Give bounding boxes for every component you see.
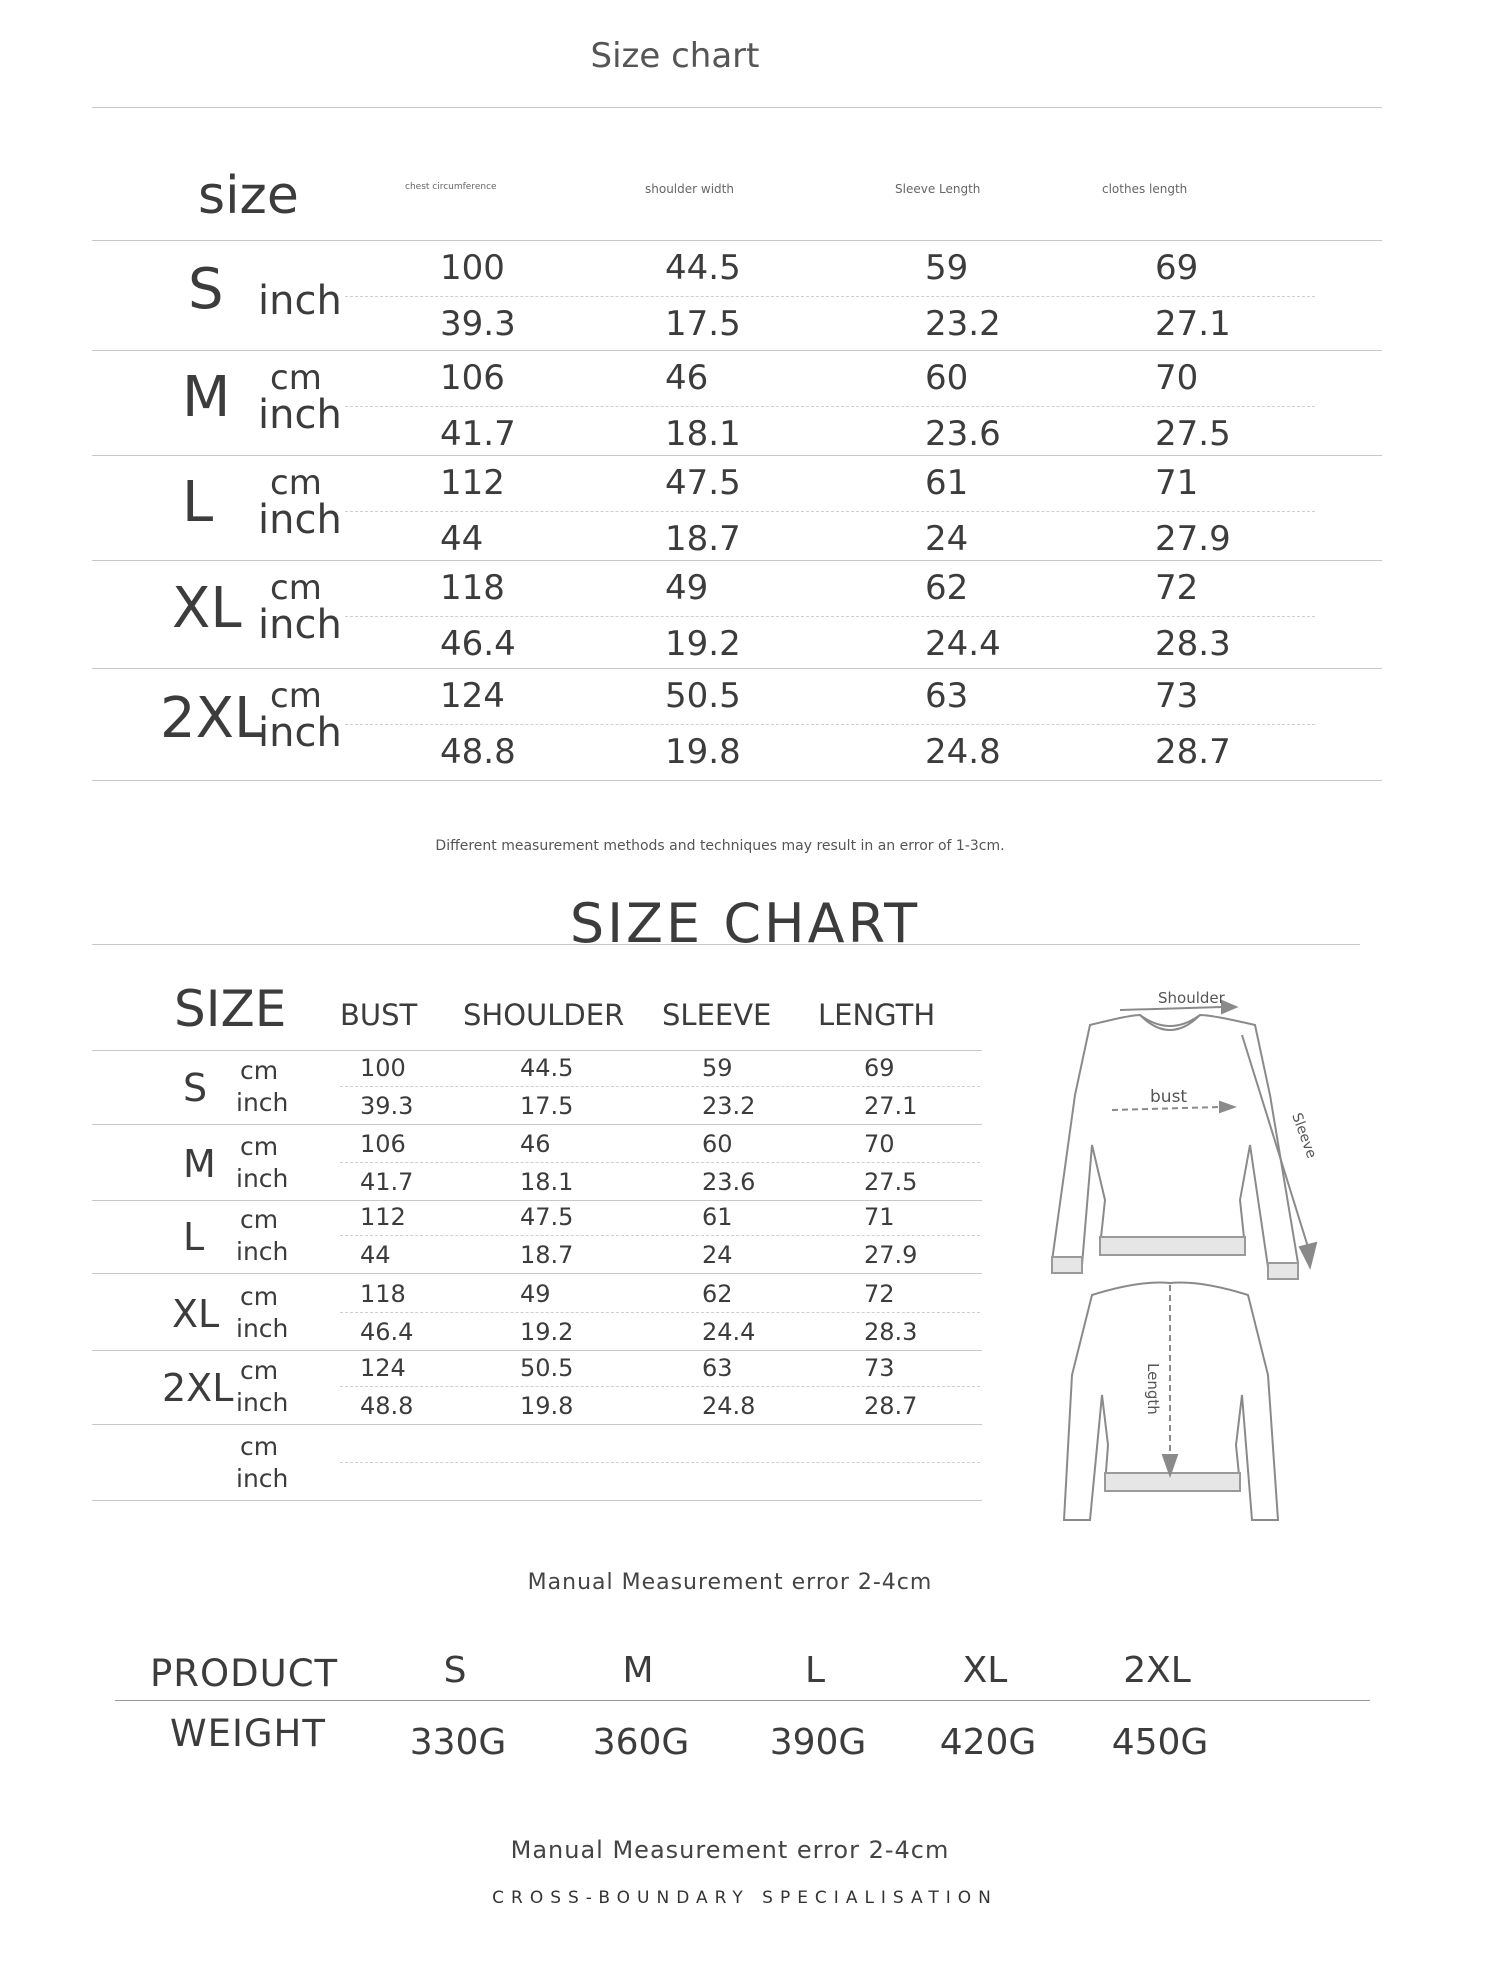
row-divider bbox=[92, 1350, 982, 1351]
unit-inch: inch bbox=[236, 1164, 289, 1193]
cell-cm: 50.5 bbox=[520, 1354, 574, 1382]
cell-cm: 62 bbox=[925, 568, 969, 608]
cell-cm: 73 bbox=[1155, 676, 1199, 716]
cell-inch: 41.7 bbox=[360, 1168, 414, 1196]
divider bbox=[92, 944, 1360, 945]
size-label: 2XL bbox=[162, 1366, 234, 1410]
column-header-sleeve: SLEEVE bbox=[662, 998, 772, 1032]
cell-inch: 19.8 bbox=[520, 1392, 574, 1420]
unit-cm: cm bbox=[270, 463, 322, 503]
measurement-note-3: Manual Measurement error 2-4cm bbox=[510, 1836, 950, 1864]
cell-inch: 44 bbox=[440, 519, 484, 559]
row-divider bbox=[92, 240, 1382, 241]
size-header-2: SIZE bbox=[174, 980, 287, 1038]
cell-cm: 124 bbox=[440, 676, 505, 716]
row-divider bbox=[92, 560, 1382, 561]
product-size: M bbox=[622, 1650, 654, 1691]
cell-cm: 106 bbox=[360, 1130, 406, 1158]
unit-inch: inch bbox=[236, 1388, 289, 1417]
column-header-length: LENGTH bbox=[818, 998, 936, 1032]
unit-cm: cm bbox=[270, 358, 322, 398]
cell-cm: 124 bbox=[360, 1354, 406, 1382]
product-size: L bbox=[804, 1650, 826, 1691]
cell-cm: 118 bbox=[440, 568, 505, 608]
cell-cm: 118 bbox=[360, 1280, 406, 1308]
cell-inch: 28.3 bbox=[1155, 624, 1231, 664]
cell-inch: 18.1 bbox=[665, 414, 741, 454]
size-label: M bbox=[182, 364, 231, 430]
cell-inch: 23.6 bbox=[925, 414, 1001, 454]
cell-cm: 44.5 bbox=[520, 1054, 574, 1082]
unit-cm: cm bbox=[240, 1132, 279, 1161]
cell-inch: 24.4 bbox=[925, 624, 1001, 664]
weight-label: WEIGHT bbox=[170, 1712, 326, 1755]
divider bbox=[115, 1700, 1370, 1701]
size-chart-title: Size chart bbox=[590, 36, 760, 76]
row-subdivider bbox=[345, 296, 1315, 297]
row-subdivider bbox=[345, 406, 1315, 407]
unit-inch: inch bbox=[236, 1464, 289, 1493]
cell-inch: 18.7 bbox=[665, 519, 741, 559]
row-subdivider bbox=[345, 511, 1315, 512]
cell-inch: 27.9 bbox=[864, 1241, 918, 1269]
size-label: XL bbox=[172, 576, 242, 641]
diagram-label-length: Length bbox=[1144, 1363, 1162, 1415]
diagram-label-bust: bust bbox=[1150, 1087, 1188, 1107]
cell-cm: 72 bbox=[864, 1280, 895, 1308]
cell-cm: 63 bbox=[925, 676, 969, 716]
unit-inch: inch bbox=[236, 1237, 289, 1266]
cell-inch: 44 bbox=[360, 1241, 391, 1269]
row-divider bbox=[92, 455, 1382, 456]
cell-inch: 28.7 bbox=[1155, 732, 1231, 772]
cell-inch: 27.1 bbox=[864, 1092, 918, 1120]
cell-inch: 24 bbox=[702, 1241, 733, 1269]
cell-cm: 112 bbox=[440, 463, 505, 503]
cell-inch: 24.4 bbox=[702, 1318, 756, 1346]
cell-cm: 71 bbox=[1155, 463, 1199, 503]
column-header-shoulder: SHOULDER bbox=[463, 998, 625, 1032]
row-divider bbox=[92, 1500, 982, 1501]
unit-cm: cm bbox=[240, 1056, 279, 1085]
row-subdivider bbox=[345, 724, 1315, 725]
unit-cm: cm bbox=[270, 676, 322, 716]
row-subdivider bbox=[345, 616, 1315, 617]
divider bbox=[92, 107, 1382, 108]
cell-cm: 73 bbox=[864, 1354, 895, 1382]
cell-inch: 18.1 bbox=[520, 1168, 574, 1196]
cell-cm: 49 bbox=[665, 568, 709, 608]
cell-inch: 48.8 bbox=[360, 1392, 414, 1420]
cell-inch: 23.6 bbox=[702, 1168, 756, 1196]
cell-inch: 24 bbox=[925, 519, 969, 559]
measurement-note-2: Manual Measurement error 2-4cm bbox=[527, 1570, 933, 1595]
cell-inch: 19.8 bbox=[665, 732, 741, 772]
cell-inch: 27.9 bbox=[1155, 519, 1231, 559]
unit-cm: cm bbox=[240, 1282, 279, 1311]
cell-cm: 71 bbox=[864, 1203, 895, 1231]
cell-inch: 27.5 bbox=[1155, 414, 1231, 454]
cell-cm: 50.5 bbox=[665, 676, 741, 716]
row-divider bbox=[92, 1424, 982, 1425]
product-weight: 390G bbox=[769, 1722, 867, 1763]
cell-cm: 112 bbox=[360, 1203, 406, 1231]
cell-cm: 60 bbox=[702, 1130, 733, 1158]
cell-cm: 44.5 bbox=[665, 248, 741, 288]
cell-inch: 39.3 bbox=[360, 1092, 414, 1120]
unit-inch: inch bbox=[258, 497, 342, 543]
cell-cm: 70 bbox=[864, 1130, 895, 1158]
cell-inch: 24.8 bbox=[925, 732, 1001, 772]
cell-cm: 72 bbox=[1155, 568, 1199, 608]
cell-inch: 27.5 bbox=[864, 1168, 918, 1196]
product-weight: 450G bbox=[1111, 1722, 1209, 1763]
cell-inch: 48.8 bbox=[440, 732, 516, 772]
unit-inch: inch bbox=[258, 602, 342, 648]
cell-inch: 18.7 bbox=[520, 1241, 574, 1269]
row-divider bbox=[92, 1124, 982, 1125]
size-label: S bbox=[188, 257, 224, 322]
row-subdivider bbox=[340, 1386, 980, 1387]
cell-inch: 23.2 bbox=[925, 304, 1001, 344]
row-divider bbox=[92, 668, 1382, 669]
cell-cm: 46 bbox=[520, 1130, 551, 1158]
unit-cm: cm bbox=[270, 568, 322, 608]
cell-cm: 47.5 bbox=[665, 463, 741, 503]
cell-inch: 28.7 bbox=[864, 1392, 918, 1420]
row-divider bbox=[92, 780, 1382, 781]
cell-cm: 47.5 bbox=[520, 1203, 574, 1231]
size-chart-title-2: SIZE CHART bbox=[569, 892, 921, 955]
cell-inch: 24.8 bbox=[702, 1392, 756, 1420]
row-subdivider bbox=[340, 1162, 980, 1163]
unit-cm: cm bbox=[240, 1356, 279, 1385]
diagram-label-shoulder: Shoulder bbox=[1158, 989, 1225, 1007]
product-size: XL bbox=[962, 1650, 1008, 1691]
unit-inch: inch bbox=[258, 710, 342, 756]
cell-cm: 70 bbox=[1155, 358, 1199, 398]
cell-cm: 100 bbox=[440, 248, 505, 288]
row-divider bbox=[92, 350, 1382, 351]
product-weight: 360G bbox=[592, 1722, 690, 1763]
diagram-label-sleeve: Sleeve bbox=[1288, 1110, 1320, 1161]
cell-cm: 106 bbox=[440, 358, 505, 398]
cell-cm: 69 bbox=[864, 1054, 895, 1082]
cell-inch: 17.5 bbox=[520, 1092, 574, 1120]
cell-inch: 39.3 bbox=[440, 304, 516, 344]
cell-cm: 60 bbox=[925, 358, 969, 398]
cell-inch: 46.4 bbox=[360, 1318, 414, 1346]
size-label: L bbox=[182, 469, 214, 535]
size-label: L bbox=[183, 1215, 205, 1259]
unit-inch: inch bbox=[236, 1314, 289, 1343]
size-label: 2XL bbox=[160, 686, 266, 751]
column-header-sleeve: Sleeve Length bbox=[895, 182, 981, 196]
size-label: S bbox=[183, 1066, 208, 1110]
cell-cm: 61 bbox=[925, 463, 969, 503]
row-subdivider bbox=[340, 1312, 980, 1313]
cell-inch: 41.7 bbox=[440, 414, 516, 454]
cell-cm: 59 bbox=[702, 1054, 733, 1082]
row-divider bbox=[92, 1273, 982, 1274]
row-subdivider bbox=[340, 1235, 980, 1236]
size-label: XL bbox=[172, 1292, 220, 1336]
unit-cm: cm bbox=[240, 1205, 279, 1234]
product-size: S bbox=[443, 1650, 467, 1691]
column-header-shoulder: shoulder width bbox=[645, 182, 734, 196]
cell-inch: 19.2 bbox=[520, 1318, 574, 1346]
row-subdivider bbox=[340, 1086, 980, 1087]
column-header-bust: BUST bbox=[340, 998, 418, 1032]
cell-inch: 17.5 bbox=[665, 304, 741, 344]
unit-inch: inch bbox=[236, 1088, 289, 1117]
column-header-chest: chest circumference bbox=[405, 182, 497, 192]
unit-cm: cm bbox=[240, 1432, 279, 1461]
product-size: 2XL bbox=[1123, 1650, 1191, 1691]
unit-inch: inch bbox=[258, 278, 342, 324]
sweater-diagram bbox=[1030, 975, 1320, 1515]
row-divider bbox=[92, 1050, 982, 1051]
measurement-note: Different measurement methods and techniques may result in an error of 1-3cm. bbox=[435, 838, 1005, 854]
cell-cm: 49 bbox=[520, 1280, 551, 1308]
cell-cm: 63 bbox=[702, 1354, 733, 1382]
cell-inch: 46.4 bbox=[440, 624, 516, 664]
product-weight: 420G bbox=[939, 1722, 1037, 1763]
cell-cm: 62 bbox=[702, 1280, 733, 1308]
product-weight: 330G bbox=[409, 1722, 507, 1763]
cell-cm: 59 bbox=[925, 248, 969, 288]
cell-cm: 61 bbox=[702, 1203, 733, 1231]
column-header-length: clothes length bbox=[1102, 182, 1188, 196]
cell-cm: 100 bbox=[360, 1054, 406, 1082]
row-divider bbox=[92, 1200, 982, 1201]
footer-tagline: CROSS-BOUNDARY SPECIALISATION bbox=[492, 1888, 998, 1908]
row-subdivider bbox=[340, 1462, 980, 1463]
cell-inch: 23.2 bbox=[702, 1092, 756, 1120]
cell-cm: 69 bbox=[1155, 248, 1199, 288]
cell-cm: 46 bbox=[665, 358, 709, 398]
cell-inch: 27.1 bbox=[1155, 304, 1231, 344]
product-label: PRODUCT bbox=[150, 1652, 339, 1695]
unit-inch: inch bbox=[258, 392, 342, 438]
size-header: size bbox=[198, 166, 299, 226]
size-label: M bbox=[183, 1142, 216, 1186]
cell-inch: 19.2 bbox=[665, 624, 741, 664]
cell-inch: 28.3 bbox=[864, 1318, 918, 1346]
